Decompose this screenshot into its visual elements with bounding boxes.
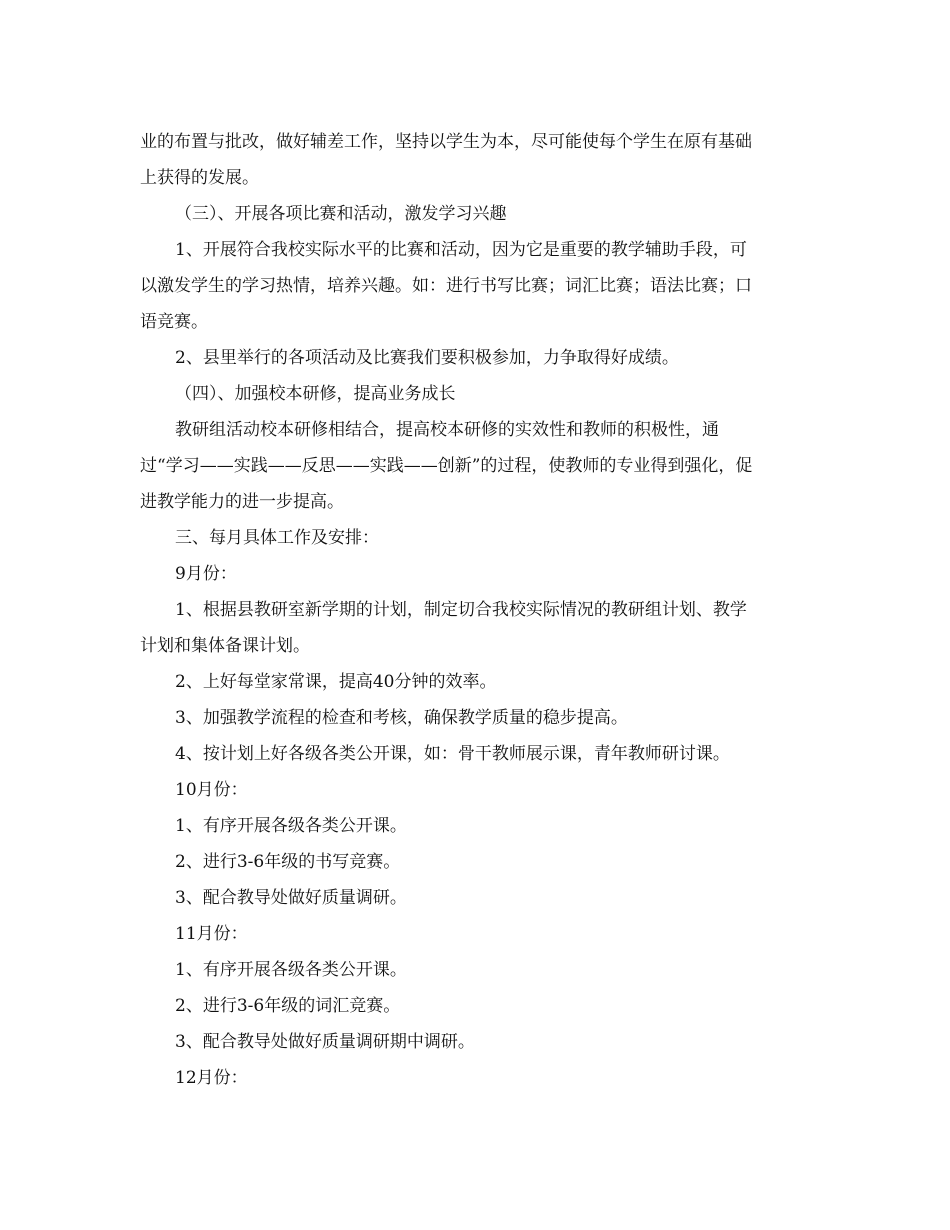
paragraph-line: 语竞赛。 <box>140 312 208 332</box>
paragraph-line: 业的布置与批改，做好辅差工作，坚持以学生为本，尽可能使每个学生在原有基础 <box>140 132 752 152</box>
section-heading: 三、每月具体工作及安排： <box>175 528 379 548</box>
list-item: 1、有序开展各级各类公开课。 <box>175 960 407 980</box>
list-item: 3、配合教导处做好质量调研。 <box>175 888 407 908</box>
paragraph-line: 进教学能力的进一步提高。 <box>140 492 344 512</box>
list-item: 4、按计划上好各级各类公开课，如：骨干教师展示课，青年教师研讨课。 <box>175 744 730 764</box>
paragraph-line: 过“学习——实践——反思——实践——创新”的过程，使教师的专业得到强化，促 <box>140 456 753 476</box>
document-body <box>140 124 820 1096</box>
month-heading: 11月份： <box>175 924 248 944</box>
list-item: 2、上好每堂家常课，提高40分钟的效率。 <box>175 672 497 692</box>
month-heading: 12月份： <box>175 1068 248 1088</box>
list-item: 1、有序开展各级各类公开课。 <box>175 816 407 836</box>
list-item: 2、进行3-6年级的词汇竞赛。 <box>175 996 401 1016</box>
list-item: 2、进行3-6年级的书写竞赛。 <box>175 852 401 872</box>
paragraph-line: 教研组活动校本研修相结合，提高校本研修的实效性和教师的积极性，通 <box>175 420 719 440</box>
month-heading: 9月份： <box>175 564 237 584</box>
section-heading: （三）、开展各项比赛和活动，激发学习兴趣 <box>175 204 507 224</box>
paragraph-line: 1、开展符合我校实际水平的比赛和活动，因为它是重要的教学辅助手段，可 <box>175 240 747 260</box>
month-heading: 10月份： <box>175 780 248 800</box>
list-item: 3、加强教学流程的检查和考核，确保教学质量的稳步提高。 <box>175 708 628 728</box>
paragraph-line: 上获得的发展。 <box>140 168 259 188</box>
list-item: 1、根据县教研室新学期的计划，制定切合我校实际情况的教研组计划、教学 <box>175 600 747 620</box>
paragraph-line: 计划和集体备课计划。 <box>140 636 310 656</box>
paragraph-line: 以激发学生的学习热情，培养兴趣。如：进行书写比赛；词汇比赛；语法比赛；口 <box>140 276 752 296</box>
list-item: 3、配合教导处做好质量调研期中调研。 <box>175 1032 475 1052</box>
paragraph-line: 2、县里举行的各项活动及比赛我们要积极参加，力争取得好成绩。 <box>175 348 679 368</box>
section-heading: （四）、加强校本研修，提高业务成长 <box>175 384 456 404</box>
